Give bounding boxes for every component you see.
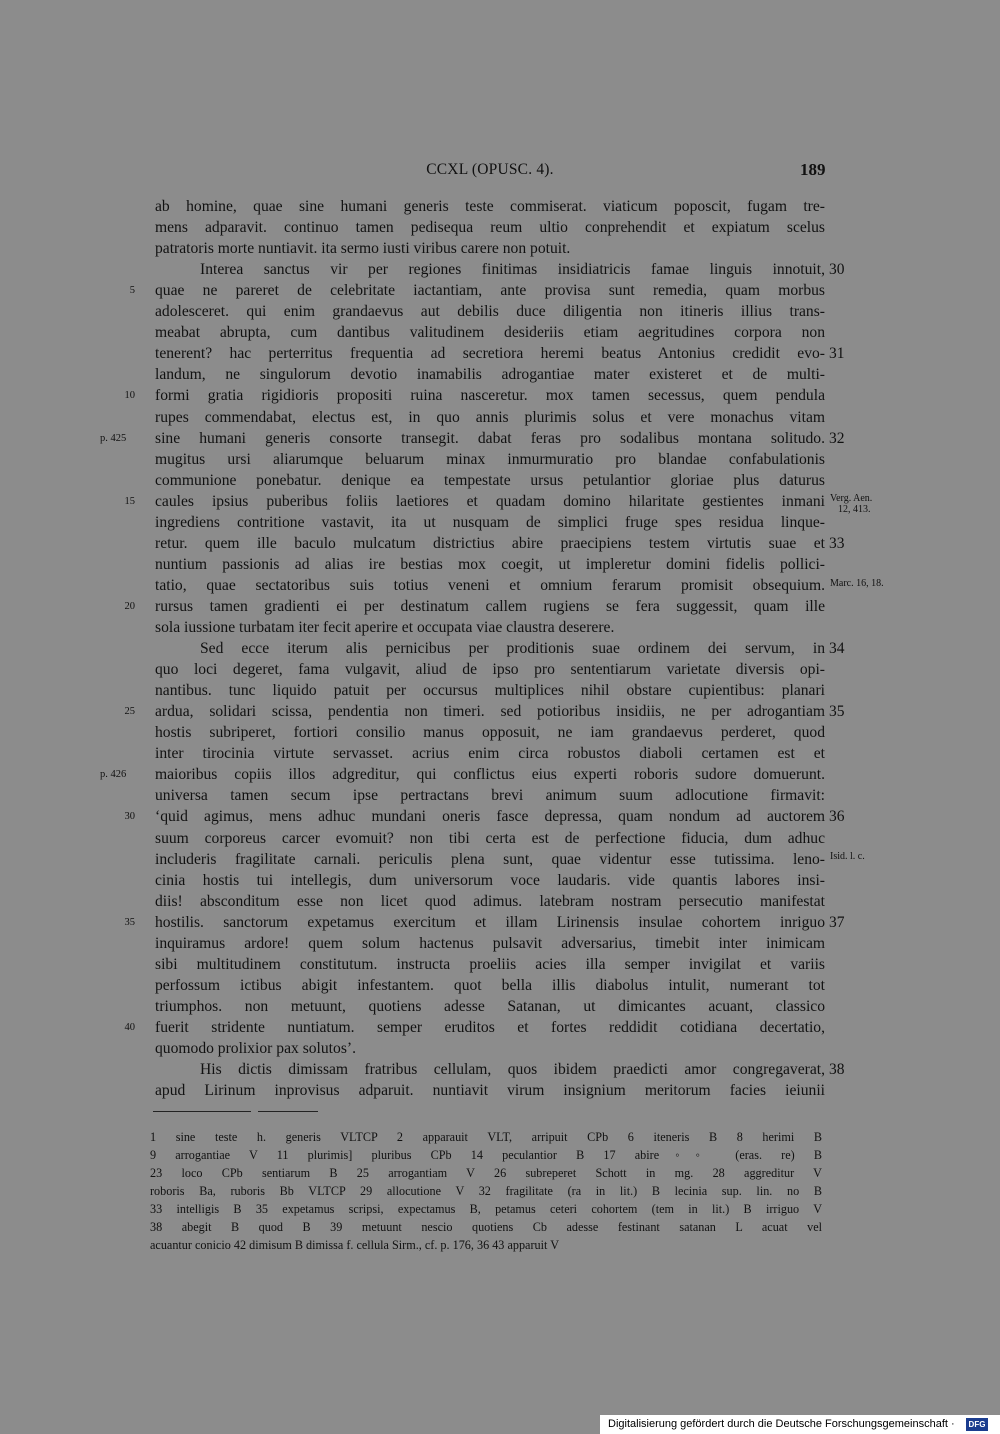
footnote-line: acuantur conicio 42 dimisum B dimissa f. cellula Sirm., cf. p. 176, 36 43 apparuit V: [150, 1238, 560, 1252]
text-line: quae ne pareret de celebritate iactantiam, ante provisa sunt remedia, quam morbus: [155, 282, 825, 299]
text-line: communione ponebatur. denique ea tempestate ursus petulantior gloriae plus daturus: [155, 472, 825, 489]
line-number: 15: [124, 496, 135, 507]
marginal-note-line: 12, 413.: [838, 504, 871, 515]
text-line: mens adparavit. continuo tamen pedisequa reum ultio conprehendit et expiatum scelus: [155, 219, 825, 236]
footnote-line: 23 loco CPb sentiarum B 25 arrogantiam V 26 subreperet Schott in mg. 28 aggreditur V: [150, 1166, 822, 1180]
section-number: 35: [829, 703, 845, 720]
line-number: 20: [124, 601, 135, 612]
edition-page-marker: p. 425: [100, 433, 127, 444]
text-line: retur. quem ille baculo mulcatum districtius abire praecipiens testem virtutis suae et: [155, 535, 825, 552]
running-title: CCXL (OPUSC. 4).: [426, 161, 554, 178]
text-line: universa tamen secum ipse pertractans brevi animum suum adlocutione firmavit:: [155, 787, 825, 804]
text-line: patratoris morte nuntiavit. ita sermo iusti viribus carere non potuit.: [155, 240, 571, 257]
footer-text: Digitalisierung gefördert durch die Deutsche Forschungsgemeinschaft ·: [608, 1418, 955, 1430]
text-line: His dictis dimissam fratribus cellulam, quos ibidem praedicti amor congregaverat,: [200, 1061, 825, 1078]
page-number: 189: [800, 160, 826, 179]
text-line: inter tirocinia virtute servasset. acrius enim circa robustos diaboli certamen est et: [155, 745, 825, 762]
section-number: 30: [829, 261, 845, 278]
text-line: sola iussione turbatam iter fecit aperire et occupata viae claustra deserere.: [155, 619, 615, 636]
text-line: adolesceret. qui enim grandaevus aut debilis duce diligentia non itineris illius trans-: [155, 303, 825, 320]
text-line: landum, ne singulorum devotio inamabilis adrogantiae mater existeret et de multi-: [155, 366, 825, 383]
footnote-rule: [258, 1111, 318, 1112]
text-line: quomodo prolixior pax solutos’.: [155, 1040, 356, 1057]
text-line: diis! absconditum esse non licet quod adimus. latebram nostram persecutio manifestat: [155, 893, 825, 910]
line-number: 5: [129, 285, 135, 296]
marginal-note-marc: Marc. 16, 18.: [830, 578, 884, 589]
footnote-line: 9 arrogantiae V 11 plurimis] pluribus CPb 14 peculantior B 17 abire◦◦ (eras. re) B: [150, 1148, 822, 1162]
section-number: 32: [829, 430, 845, 447]
text-line: ingrediens contritione vastavit, ita ut nusquam de simplici fruge spes residua linque-: [155, 514, 825, 531]
text-line: tenerent? hac perterritus frequentia ad secretiora heremi beatus Antonius credidit evo-: [155, 345, 825, 362]
text-line: ardua, solidari scissa, pendentia non timeri. sed potioribus insidiis, ne per adrogantiam: [155, 703, 825, 720]
text-line: Interea sanctus vir per regiones finitimas insidiatricis famae linguis innotuit,: [200, 261, 825, 278]
text-line: nuntium passionis ad alias ire bestias mox coegit, ut impleretur domini fidelis pollici-: [155, 556, 825, 573]
section-number: 37: [829, 914, 845, 931]
text-line: mugitus ursi aliarumque beluarum minax inmurmuratio pro blandae confabulationis: [155, 451, 825, 468]
text-line: rupes commendabat, electus est, in quo annis plurimis solus et vere monachus vitam: [155, 409, 825, 426]
text-line: ‘quid agimus, mens adhuc mundani oneris fasce depressa, quam nondum ad auctorem: [155, 808, 825, 825]
text-line: maioribus copiis illos adgreditur, qui conflictus eius experti roboris sudore domuerunt.: [155, 766, 825, 783]
edition-page-marker: p. 426: [100, 769, 127, 780]
text-line: apud Lirinum inprovisus adparuit. nuntiavit virum insignium meritorum facies ieiunii: [155, 1082, 825, 1099]
section-number: 33: [829, 535, 845, 552]
text-line: triumphos. non metuunt, quotiens adesse Satanan, ut dimicantes acuant, classico: [155, 998, 825, 1015]
text-line: ab homine, quae sine humani generis teste commiserat. viaticum poposcit, fugam tre-: [155, 198, 825, 215]
footer-bar: [600, 1415, 1000, 1434]
footnote-line: 1 sine teste h. generis VLTCP 2 apparauit VLT, arripuit CPb 6 iteneris B 8 herimi B: [150, 1130, 822, 1144]
text-line: fuerit stridente nuntiatum. semper eruditos et fortes reddidit cotidiana decertatio,: [155, 1019, 825, 1036]
line-number: 25: [124, 706, 135, 717]
text-line: caules ipsius puberibus foliis laetiores et quadam domino hilaritate gestientes inmani: [155, 493, 825, 510]
text-line: Sed ecce iterum alis pernicibus per proditionis suae ordinem dei servum, in: [200, 640, 825, 657]
marginal-note-verg: [830, 493, 872, 515]
text-line: nantibus. tunc liquido patuit per occursus multiplices nihil obstare cupientibus: planari: [155, 682, 825, 699]
footnote-line: 38 abegit B quod B 39 metuunt nescio quotiens Cb adesse festinant satanan L acuat vel: [150, 1220, 822, 1234]
text-line: hostilis. sanctorum expetamus exercitum et illam Lirinensis insulae cohortem inriguo: [155, 914, 825, 931]
line-number: 30: [124, 811, 135, 822]
text-line: inquiramus ardore! quem solum hactenus pulsavit adversarius, timebit inter inimicam: [155, 935, 825, 952]
text-line: hostis subriperet, fortiori consilio manus opposuit, ne iam grandaevus perderet, quod: [155, 724, 825, 741]
marginal-note-isid: Isid. l. c.: [830, 851, 865, 862]
footnote-line: 33 intelligis B 35 expetamus scripsi, expectamus B, petamus ceteri cohortem (tem in lit.) B irriguo V: [150, 1202, 822, 1216]
text-line: suum corporeus carcer evomuit? non tibi certa est de perfectione fiducia, dum adhuc: [155, 830, 825, 847]
text-line: sibi multitudinem constitutum. instructa proeliis acies illa semper invigilat et variis: [155, 956, 825, 973]
text-line: rursus tamen gradienti ei per destinatum callem rugiens se fera suggessit, quam ille: [155, 598, 825, 615]
section-number: 36: [829, 808, 845, 825]
section-number: 38: [829, 1061, 845, 1078]
section-number: 34: [829, 640, 845, 657]
footnote-line: roboris Ba, ruboris Bb VLTCP 29 allocutione V 32 fragilitate (ra in lit.) B lecinia sup. lin. no B: [150, 1184, 822, 1198]
section-number: 31: [829, 345, 845, 362]
marginal-note-line: Verg. Aen.: [830, 493, 873, 504]
text-line: perfossum ictibus abigit infestantem. quot bella illis diabolus intulit, numerant tot: [155, 977, 825, 994]
line-number: 10: [124, 390, 135, 401]
text-line: cinia hostis tui intellegis, dum universorum voce laudaris. vide quantis labores insi-: [155, 872, 825, 889]
footnote-rule: [153, 1111, 251, 1112]
line-number: 35: [124, 917, 135, 928]
text-line: quo loci degeret, fama vulgavit, aliud de ipso pro sententiarum varietate diversis opi-: [155, 661, 825, 678]
text-line: sine humani generis consorte transegit. dabat feras pro sodalibus montana solitudo.: [155, 430, 825, 447]
line-number: 40: [124, 1022, 135, 1033]
text-line: meabat abrupta, cum dantibus valitudinem desideriis etiam aegritudines corpora non: [155, 324, 825, 341]
dfg-logo: DFG: [966, 1418, 988, 1431]
text-line: includeris fragilitate carnali. periculis plena sunt, quae videntur esse tutissima. leno-: [155, 851, 825, 868]
text-line: tatio, quae sectatoribus suis totius veneni et omnium ferarum promisit obsequium.: [155, 577, 825, 594]
text-line: formi gratia rigidioris propositi ruina nasceretur. mox tamen secessus, quem pendula: [155, 387, 825, 404]
